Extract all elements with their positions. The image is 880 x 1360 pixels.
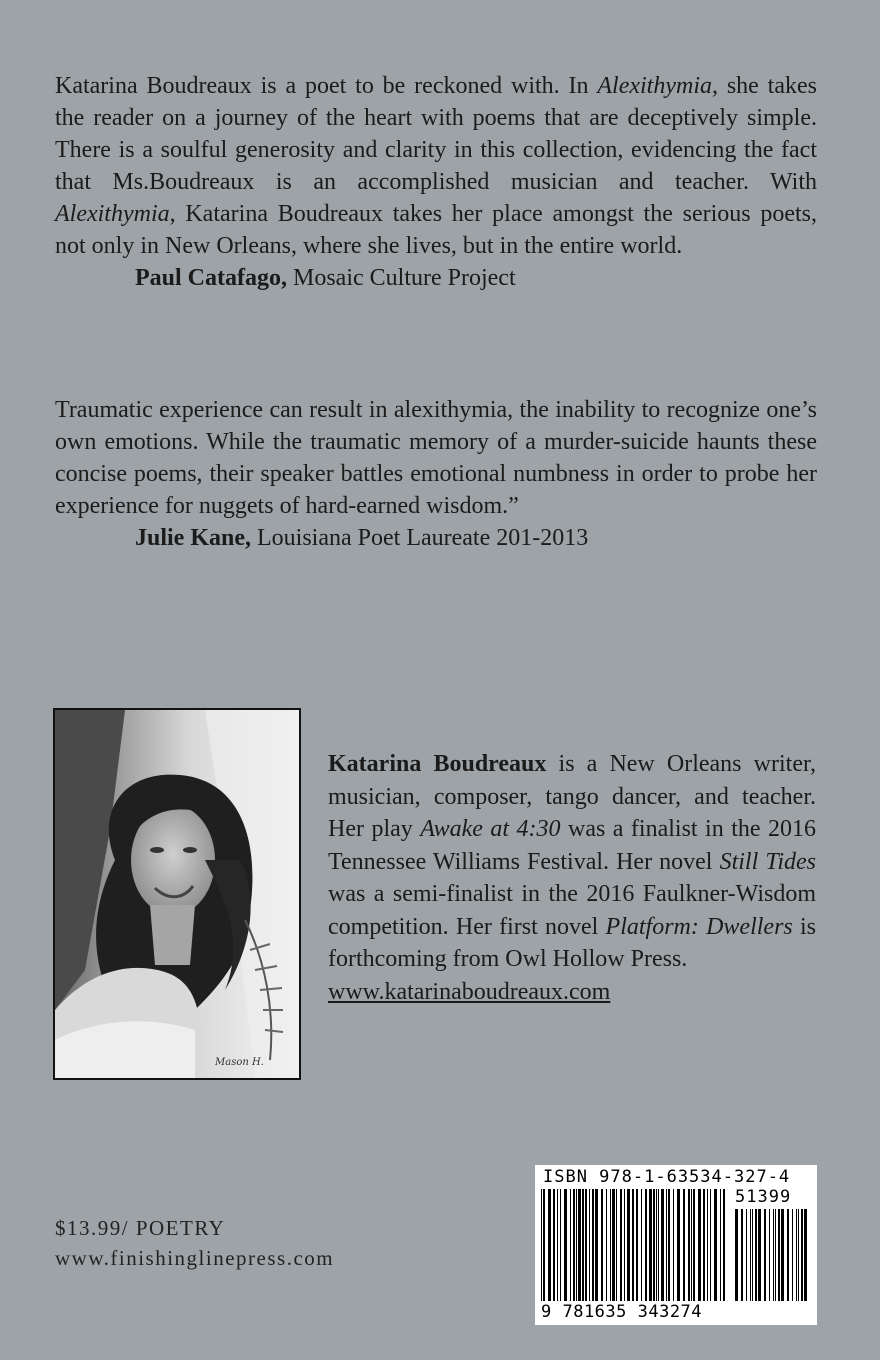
price-code: 51399 xyxy=(735,1187,792,1207)
barcode-bar xyxy=(741,1209,743,1301)
ean-digits: 9 781635 343274 xyxy=(541,1302,703,1322)
ean-barcode-bars xyxy=(541,1189,727,1301)
barcode-bar xyxy=(804,1209,807,1301)
isbn-barcode xyxy=(535,1165,817,1325)
barcode-bar xyxy=(773,1209,774,1301)
barcode-bar xyxy=(624,1189,625,1301)
barcode-bar xyxy=(576,1189,577,1301)
work-title: Platform: Dwellers xyxy=(605,913,793,940)
barcode-bar xyxy=(781,1209,784,1301)
barcode-bar xyxy=(564,1189,567,1301)
barcode-bar xyxy=(746,1209,747,1301)
barcode-bar xyxy=(589,1189,590,1301)
reviewer-affiliation: Mosaic Culture Project xyxy=(287,265,516,291)
barcode-bar xyxy=(548,1189,551,1301)
barcode-bar xyxy=(658,1189,659,1301)
barcode-bar xyxy=(641,1189,642,1301)
work-title: Still Tides xyxy=(719,848,816,875)
barcode-bar xyxy=(570,1189,571,1301)
barcode-bar xyxy=(592,1189,594,1301)
barcode-bar xyxy=(792,1209,793,1301)
barcode-bar xyxy=(688,1189,690,1301)
barcode-bar xyxy=(769,1209,770,1301)
barcode-bar xyxy=(656,1189,657,1301)
barcode-bar xyxy=(703,1189,705,1301)
barcode-bar xyxy=(775,1209,776,1301)
barcode-bar xyxy=(653,1189,655,1301)
barcode-bar xyxy=(666,1189,667,1301)
review-attribution xyxy=(55,522,817,554)
author-bio xyxy=(328,748,816,1008)
barcode-bar xyxy=(543,1189,545,1301)
price-block xyxy=(55,1213,334,1273)
barcode-bar xyxy=(752,1209,753,1301)
barcode-bar xyxy=(636,1189,638,1301)
barcode-bar xyxy=(560,1189,561,1301)
author-name: Katarina Boudreaux xyxy=(328,751,547,777)
photographer-signature: Mason H. xyxy=(215,1057,264,1068)
barcode-bar xyxy=(693,1189,695,1301)
review-blurb-1 xyxy=(55,70,817,294)
barcode-bar xyxy=(578,1189,581,1301)
barcode-bar xyxy=(632,1189,634,1301)
review-blurb-2 xyxy=(55,394,817,554)
barcode-bar xyxy=(595,1189,598,1301)
barcode-bar xyxy=(787,1209,789,1301)
barcode-bar xyxy=(750,1209,751,1301)
barcode-bar xyxy=(673,1189,674,1301)
barcode-bar xyxy=(616,1189,617,1301)
barcode-bar xyxy=(710,1189,711,1301)
reviewer-affiliation: Louisiana Poet Laureate 201-2013 xyxy=(251,525,589,551)
book-title: Alexithymia xyxy=(597,73,712,99)
price-category: $13.99/ POETRY xyxy=(55,1216,226,1240)
author-website-link[interactable]: www.katarinaboudreaux.com xyxy=(328,978,611,1005)
barcode-bar xyxy=(683,1189,685,1301)
barcode-bar xyxy=(649,1189,652,1301)
barcode-bar xyxy=(627,1189,630,1301)
barcode-bar xyxy=(585,1189,587,1301)
barcode-bar xyxy=(668,1189,670,1301)
reviewer-name: Paul Catafago, xyxy=(135,265,287,291)
barcode-bar xyxy=(620,1189,622,1301)
barcode-bar xyxy=(610,1189,611,1301)
barcode-bar xyxy=(601,1189,603,1301)
addon-barcode-bars xyxy=(735,1209,811,1301)
barcode-bar xyxy=(582,1189,584,1301)
barcode-bar xyxy=(606,1189,607,1301)
barcode-bar xyxy=(612,1189,615,1301)
barcode-bar xyxy=(707,1189,708,1301)
reviewer-name: Julie Kane, xyxy=(135,525,252,551)
isbn-label: ISBN 978-1-63534-327-4 xyxy=(543,1167,791,1187)
barcode-bar xyxy=(714,1189,717,1301)
barcode-bar xyxy=(557,1189,558,1301)
review-text: Traumatic experience can result in alexithymia, the inability to recognize one’s own emotions. While the traumatic memory of a murder-suicide haunts these concise poems, their speaker battles emotional numbness in order to probe her experience for nuggets of hard-earned wisdom.” xyxy=(55,397,817,519)
book-title: Alexithymia xyxy=(55,201,170,227)
bio-text: Katarina Boudreaux is a New Orleans writer, musician, composer, tango dancer, and teacher. Her play Awake at 4:30 was a finalist in the 2016 Tennessee Williams Festival. Her novel Still Tides was a semi-finalist in the 2016 Faulkner-Wisdom competition. Her first novel Platform: Dwellers is forthcoming from Owl Hollow Press. xyxy=(328,751,816,972)
barcode-bar xyxy=(723,1189,725,1301)
barcode-bar xyxy=(755,1209,757,1301)
work-title: Awake at 4:30 xyxy=(420,816,561,842)
barcode-bar xyxy=(764,1209,766,1301)
barcode-bar xyxy=(661,1189,664,1301)
barcode-bar xyxy=(698,1189,701,1301)
barcode-bar xyxy=(758,1209,761,1301)
publisher-website: www.finishinglinepress.com xyxy=(55,1246,335,1270)
review-text: Katarina Boudreaux is a poet to be reckoned with. In Alexithymia, she takes the reader on a journey of the heart with poems that are deceptively simple. There is a soulful generosity and clarity in this collection, evidencing the fact that Ms.Boudreaux is an accomplished musician and teacher. With Alexithymia, Katarina Boudreaux takes her place amongst the serious poets, not only in New Orleans, where she lives, but in the entire world. xyxy=(55,73,817,259)
review-attribution xyxy=(55,262,817,294)
barcode-bar xyxy=(796,1209,797,1301)
author-photo xyxy=(53,708,301,1080)
barcode-bar xyxy=(735,1209,738,1301)
barcode-bar xyxy=(541,1189,542,1301)
barcode-bar xyxy=(798,1209,799,1301)
barcode-bar xyxy=(778,1209,780,1301)
barcode-bar xyxy=(720,1189,721,1301)
barcode-bar xyxy=(573,1189,575,1301)
barcode-bar xyxy=(801,1209,803,1301)
barcode-bar xyxy=(691,1189,692,1301)
barcode-bar xyxy=(553,1189,555,1301)
barcode-bar xyxy=(677,1189,680,1301)
barcode-bar xyxy=(645,1189,647,1301)
